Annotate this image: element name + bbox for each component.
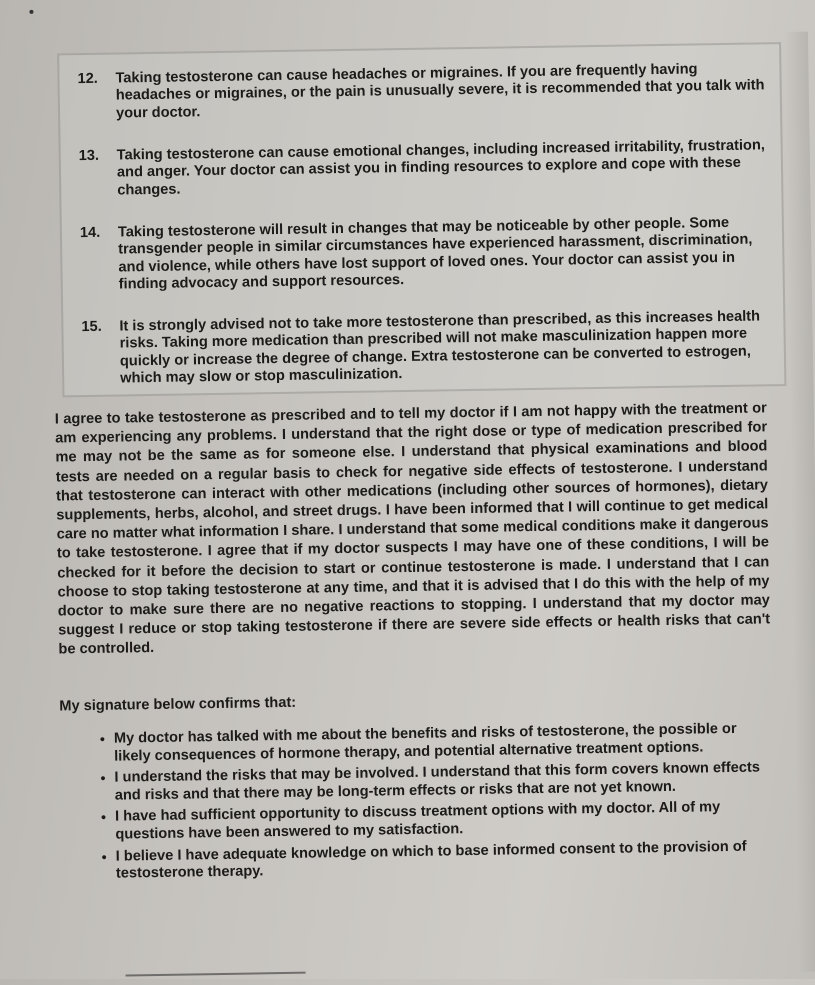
list-item-15 (81, 308, 772, 388)
item-text: Taking testosterone will result in changes that may be noticeable by other people. Some transgender people in similar circumstances have experienced harassment, discrimination, and violence, while others have lost support of loved ones. Your doctor can assist you in finding advocacy and support resources. (117, 214, 753, 293)
page-edge-shadow (784, 32, 815, 972)
bullet-text: I believe I have adequate knowledge on which to base informed consent to the provision of testosterone therapy. (115, 838, 747, 882)
list-item (102, 838, 772, 884)
bullet-text: I understand the risks that may be involved. I understand that this form covers known effects and risks and that there may be long-term effects or risks that are not yet known. (114, 759, 761, 804)
item-number: 14. (79, 224, 101, 242)
item-number: 13. (78, 147, 100, 165)
confirmation-list (100, 720, 772, 887)
list-item-14 (80, 214, 771, 294)
bullet-icon: • (101, 848, 107, 865)
item-number: 15. (81, 318, 102, 336)
list-item-13 (79, 137, 770, 200)
paper-mark (29, 10, 33, 14)
list-item-12 (77, 60, 768, 123)
list-item (100, 720, 770, 766)
bullet-icon: • (100, 769, 106, 787)
signature-line (126, 972, 306, 977)
list-item (100, 760, 770, 806)
item-text: Taking testosterone can cause headaches or migraines. If you are frequently having headaches or migraines, or the pain is unusually severe, it is recommended that you talk with your doctor. (115, 61, 765, 122)
agreement-paragraph: I agree to take testosterone as prescribed and to tell my doctor if I am not happy with the treatment or am experiencing any problems. I understand that the right dose or type of medication prescribed for me may not be the same as for someone else. I understand that physical examinations and blood tests are needed on a regular basis to check for negative side effects of testosterone. I understand that testosterone can interact with other medications (including other sources of hormones), dietary supplements, herbs, alcohol, and street drugs. I have been informed that I will continue to get medical care no matter what information I share. I understand that some medical conditions make it dangerous to take testosterone. I agree that if my doctor suspects I may have one of these conditions, I will be checked for it before the decision to start or continue testosterone is made. I understand that I can choose to stop taking testosterone at any time, and that it is advised that I do this with the help of my doctor to make sure there are no negative reactions to stopping. I understand that my doctor may suggest I reduce or stop taking testosterone if there are severe side effects or health risks that can't be controlled. (54, 400, 771, 658)
list-item (101, 799, 771, 845)
bullet-icon: • (100, 809, 107, 826)
bullet-text: My doctor has talked with me about the benefits and risks of testosterone, the possible or likely consequences of hormone therapy, and potential alternative treatment options. (113, 720, 737, 765)
item-number: 12. (77, 70, 98, 88)
signature-heading: My signature below confirms that: (59, 694, 297, 715)
bullet-text: I have had sufficient opportunity to discuss treatment options with my doctor. All of my questions have been answered to my satisfaction. (114, 799, 721, 843)
item-text: Taking testosterone can cause emotional changes, including increased irritability, frustration, and anger. Your doctor can assist you in finding resources to explore and cope with these changes. (116, 137, 765, 199)
item-text: It is strongly advised not to take more testosterone than prescribed, as this increases health risks. Taking more medication than prescribed will not make masculinization happen more quickly or increase the degree of change. Extra testosterone can be converted to estrogen, which may slow or stop masculinization. (119, 308, 761, 387)
bullet-icon: • (99, 730, 105, 747)
